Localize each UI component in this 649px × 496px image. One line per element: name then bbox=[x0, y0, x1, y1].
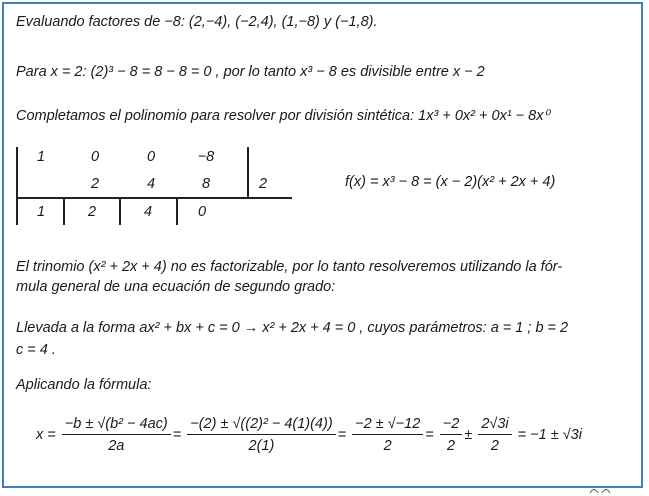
fraction-general bbox=[62, 416, 171, 454]
apply-formula-label: Aplicando la fórmula: bbox=[16, 377, 152, 393]
fraction-imaginary-part bbox=[478, 416, 511, 454]
coefficient-cell: −8 bbox=[197, 149, 215, 165]
coefficient-cell: 1 bbox=[36, 149, 46, 165]
formula-result: = −1 ± √3i bbox=[517, 426, 582, 443]
complete-polynomial-math: 1x³ + 0x² + 0x¹ − 8x⁰ bbox=[418, 108, 550, 124]
fraction-real-part bbox=[440, 416, 463, 454]
coefficient-cell: 0 bbox=[90, 149, 100, 165]
evaluation-middle: , por lo tanto bbox=[211, 64, 301, 80]
synthetic-division-table bbox=[16, 147, 292, 227]
fraction-substituted bbox=[187, 416, 335, 454]
result-divider bbox=[63, 199, 65, 225]
standard-form-line1: Llevada a la forma ax² + bx + c = 0 → x² + 2x + 4 = 0 , cuyos parámetros: a = 1 ; b = 2 bbox=[16, 320, 569, 336]
result-cell: 0 bbox=[197, 204, 207, 220]
fraction-denominator: 2 bbox=[490, 438, 499, 454]
evaluation-math: (2)³ − 8 = 8 − 8 = 0 bbox=[90, 64, 212, 80]
divisor-expression: x − 2 bbox=[452, 64, 485, 80]
fraction-denominator: 2 bbox=[383, 438, 392, 454]
quadratic-formula: x = $\frac{\text{−b ± √(b² − 4ac)}}{2a}$ = $\frac{\text{−(2) ± √((2)² − 4(1)(4))}}{2(1)}$ = $\frac{-2 \pm √-12}{2}$ = $\frac{-2}{2}$ ± $\frac{2√3i}{2}$ = −1 ± √3i bbox=[36, 416, 582, 454]
result-cell: 4 bbox=[143, 204, 153, 220]
table-result-rule bbox=[16, 197, 292, 199]
fraction-denominator: 2 bbox=[447, 438, 456, 454]
page-corner-mark bbox=[588, 484, 618, 494]
evaluation-middle2: es divisible entre bbox=[336, 64, 453, 80]
result-cell: 1 bbox=[36, 204, 46, 220]
product-cell: 2 bbox=[90, 176, 100, 192]
product-cell: 8 bbox=[201, 176, 211, 192]
formula-lhs: x = bbox=[36, 426, 56, 443]
fraction-denominator: 2a bbox=[108, 438, 125, 454]
evaluation-line bbox=[16, 64, 485, 80]
polynomial-expression: x³ − 8 bbox=[300, 64, 337, 80]
complete-polynomial-text: Completamos el polinomio para resolver por división sintética: bbox=[16, 108, 415, 124]
product-cell: 4 bbox=[146, 176, 156, 192]
factors-line: Evaluando factores de −8: (2,−4), (−2,4), (1,−8) y (−1,8). bbox=[16, 14, 378, 30]
fraction-numerator: −2 bbox=[440, 416, 463, 435]
evaluation-prefix: Para x = 2: bbox=[16, 64, 91, 80]
factored-equation: f(x) = x³ − 8 = (x − 2)(x² + 2x + 4) bbox=[345, 174, 556, 190]
table-left-rule bbox=[16, 147, 18, 197]
trinomio-paragraph-line1: El trinomio (x² + 2x + 4) no es factorizable, por lo tanto resolveremos utilizando la fór- bbox=[16, 259, 563, 275]
fraction-denominator: 2(1) bbox=[248, 438, 275, 454]
fraction-numerator: 2√3i bbox=[478, 416, 511, 435]
result-divider bbox=[16, 199, 18, 225]
result-divider bbox=[119, 199, 121, 225]
fraction-simplified bbox=[352, 416, 423, 454]
complete-polynomial-line bbox=[16, 108, 549, 124]
fraction-numerator: −(2) ± √((2)² − 4(1)(4)) bbox=[187, 416, 335, 435]
result-divider bbox=[176, 199, 178, 225]
standard-form-line2: c = 4 . bbox=[16, 342, 56, 358]
coefficient-cell: 0 bbox=[146, 149, 156, 165]
fraction-numerator: −b ± √(b² − 4ac) bbox=[62, 416, 171, 435]
result-cell: 2 bbox=[87, 204, 97, 220]
fraction-numerator: −2 ± √−12 bbox=[352, 416, 423, 435]
divisor-cell: 2 bbox=[258, 176, 268, 192]
trinomio-paragraph-line2: mula general de una ecuación de segundo grado: bbox=[16, 279, 336, 295]
